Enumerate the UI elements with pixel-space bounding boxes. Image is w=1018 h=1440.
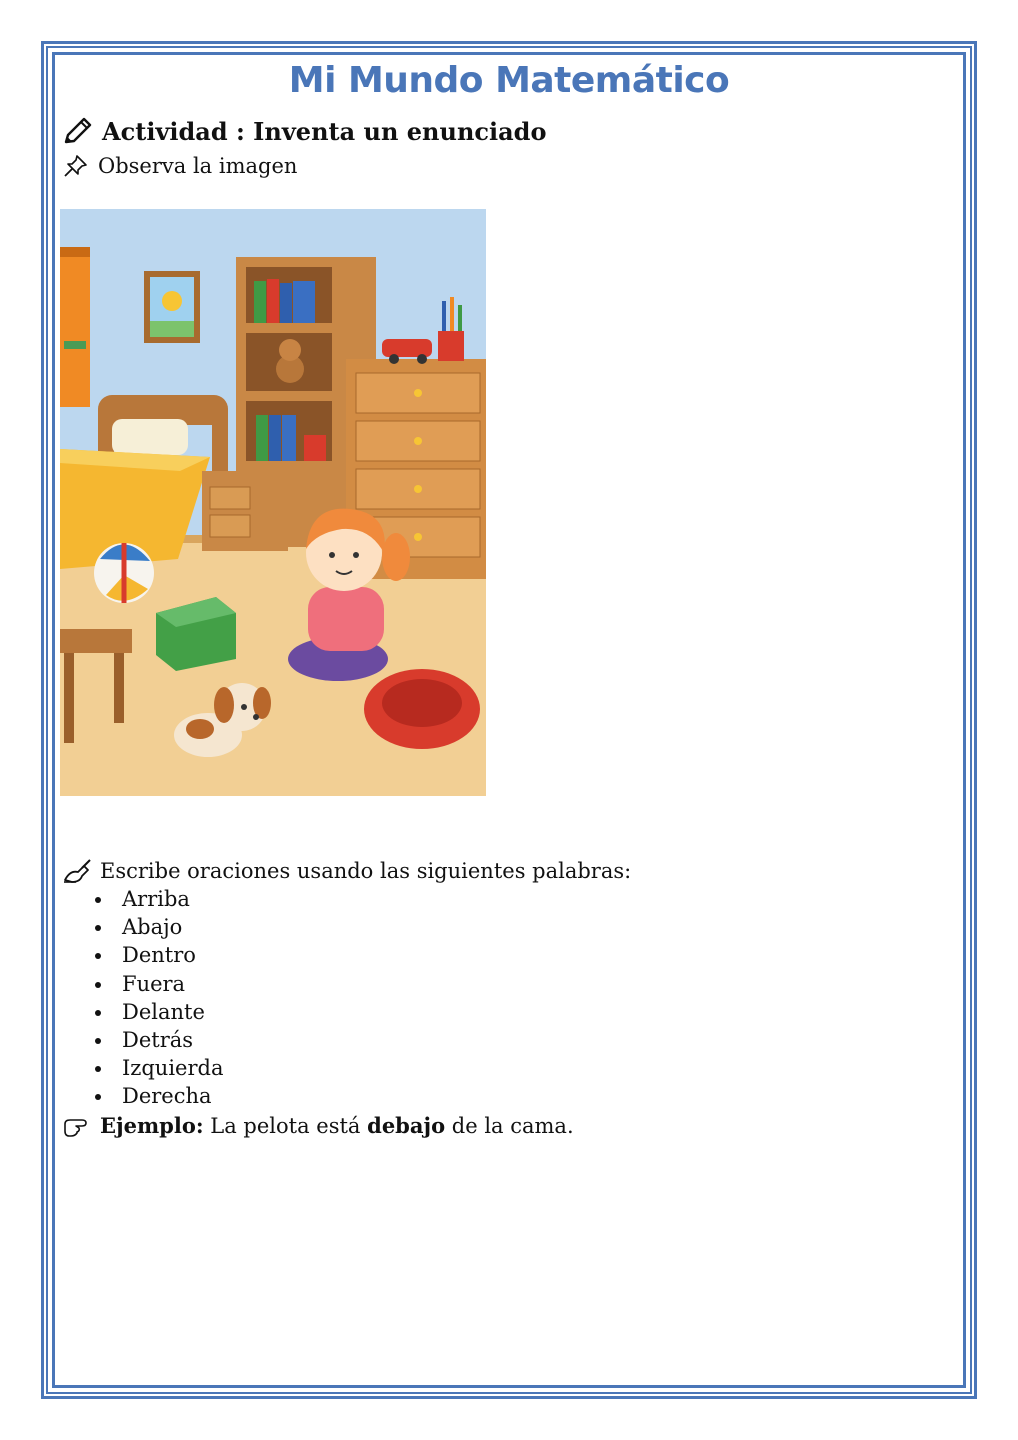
girl-shirt [308,587,384,651]
example-line [62,1113,574,1138]
stool [60,629,132,653]
list-item: Dentro [90,941,223,969]
list-item: Abajo [90,913,223,941]
pushpin-icon [62,153,90,179]
instruction-line [62,858,631,884]
list-item: Derecha [90,1082,223,1110]
word-list [90,885,223,1111]
toy-car [382,339,432,357]
activity-heading [62,116,546,146]
list-item: Delante [90,998,223,1026]
pencil-cup [438,331,464,361]
instruction-text: Escribe oraciones usando las siguientes palabras: [100,859,632,883]
pencil-icon [62,116,94,146]
list-item: Detrás [90,1026,223,1054]
writing-hand-icon [62,858,92,884]
page-title: Mi Mundo Matemático [288,60,730,101]
nightstand [202,471,288,551]
activity-label: Actividad : Inventa un enunciado [102,116,547,146]
example-text-before: La pelota está [203,1113,368,1138]
observe-text: Observa la imagen [98,154,298,178]
example-label: Ejemplo: [100,1113,204,1138]
example-bold-word: debajo [367,1113,446,1138]
pointing-hand-icon [62,1114,92,1138]
curtain [60,247,90,407]
list-item: Arriba [90,885,223,913]
list-item: Fuera [90,970,223,998]
bedroom-illustration [60,209,486,796]
observe-line [62,153,297,179]
example-text-after: de la cama. [445,1113,574,1138]
list-item: Izquierda [90,1054,223,1082]
